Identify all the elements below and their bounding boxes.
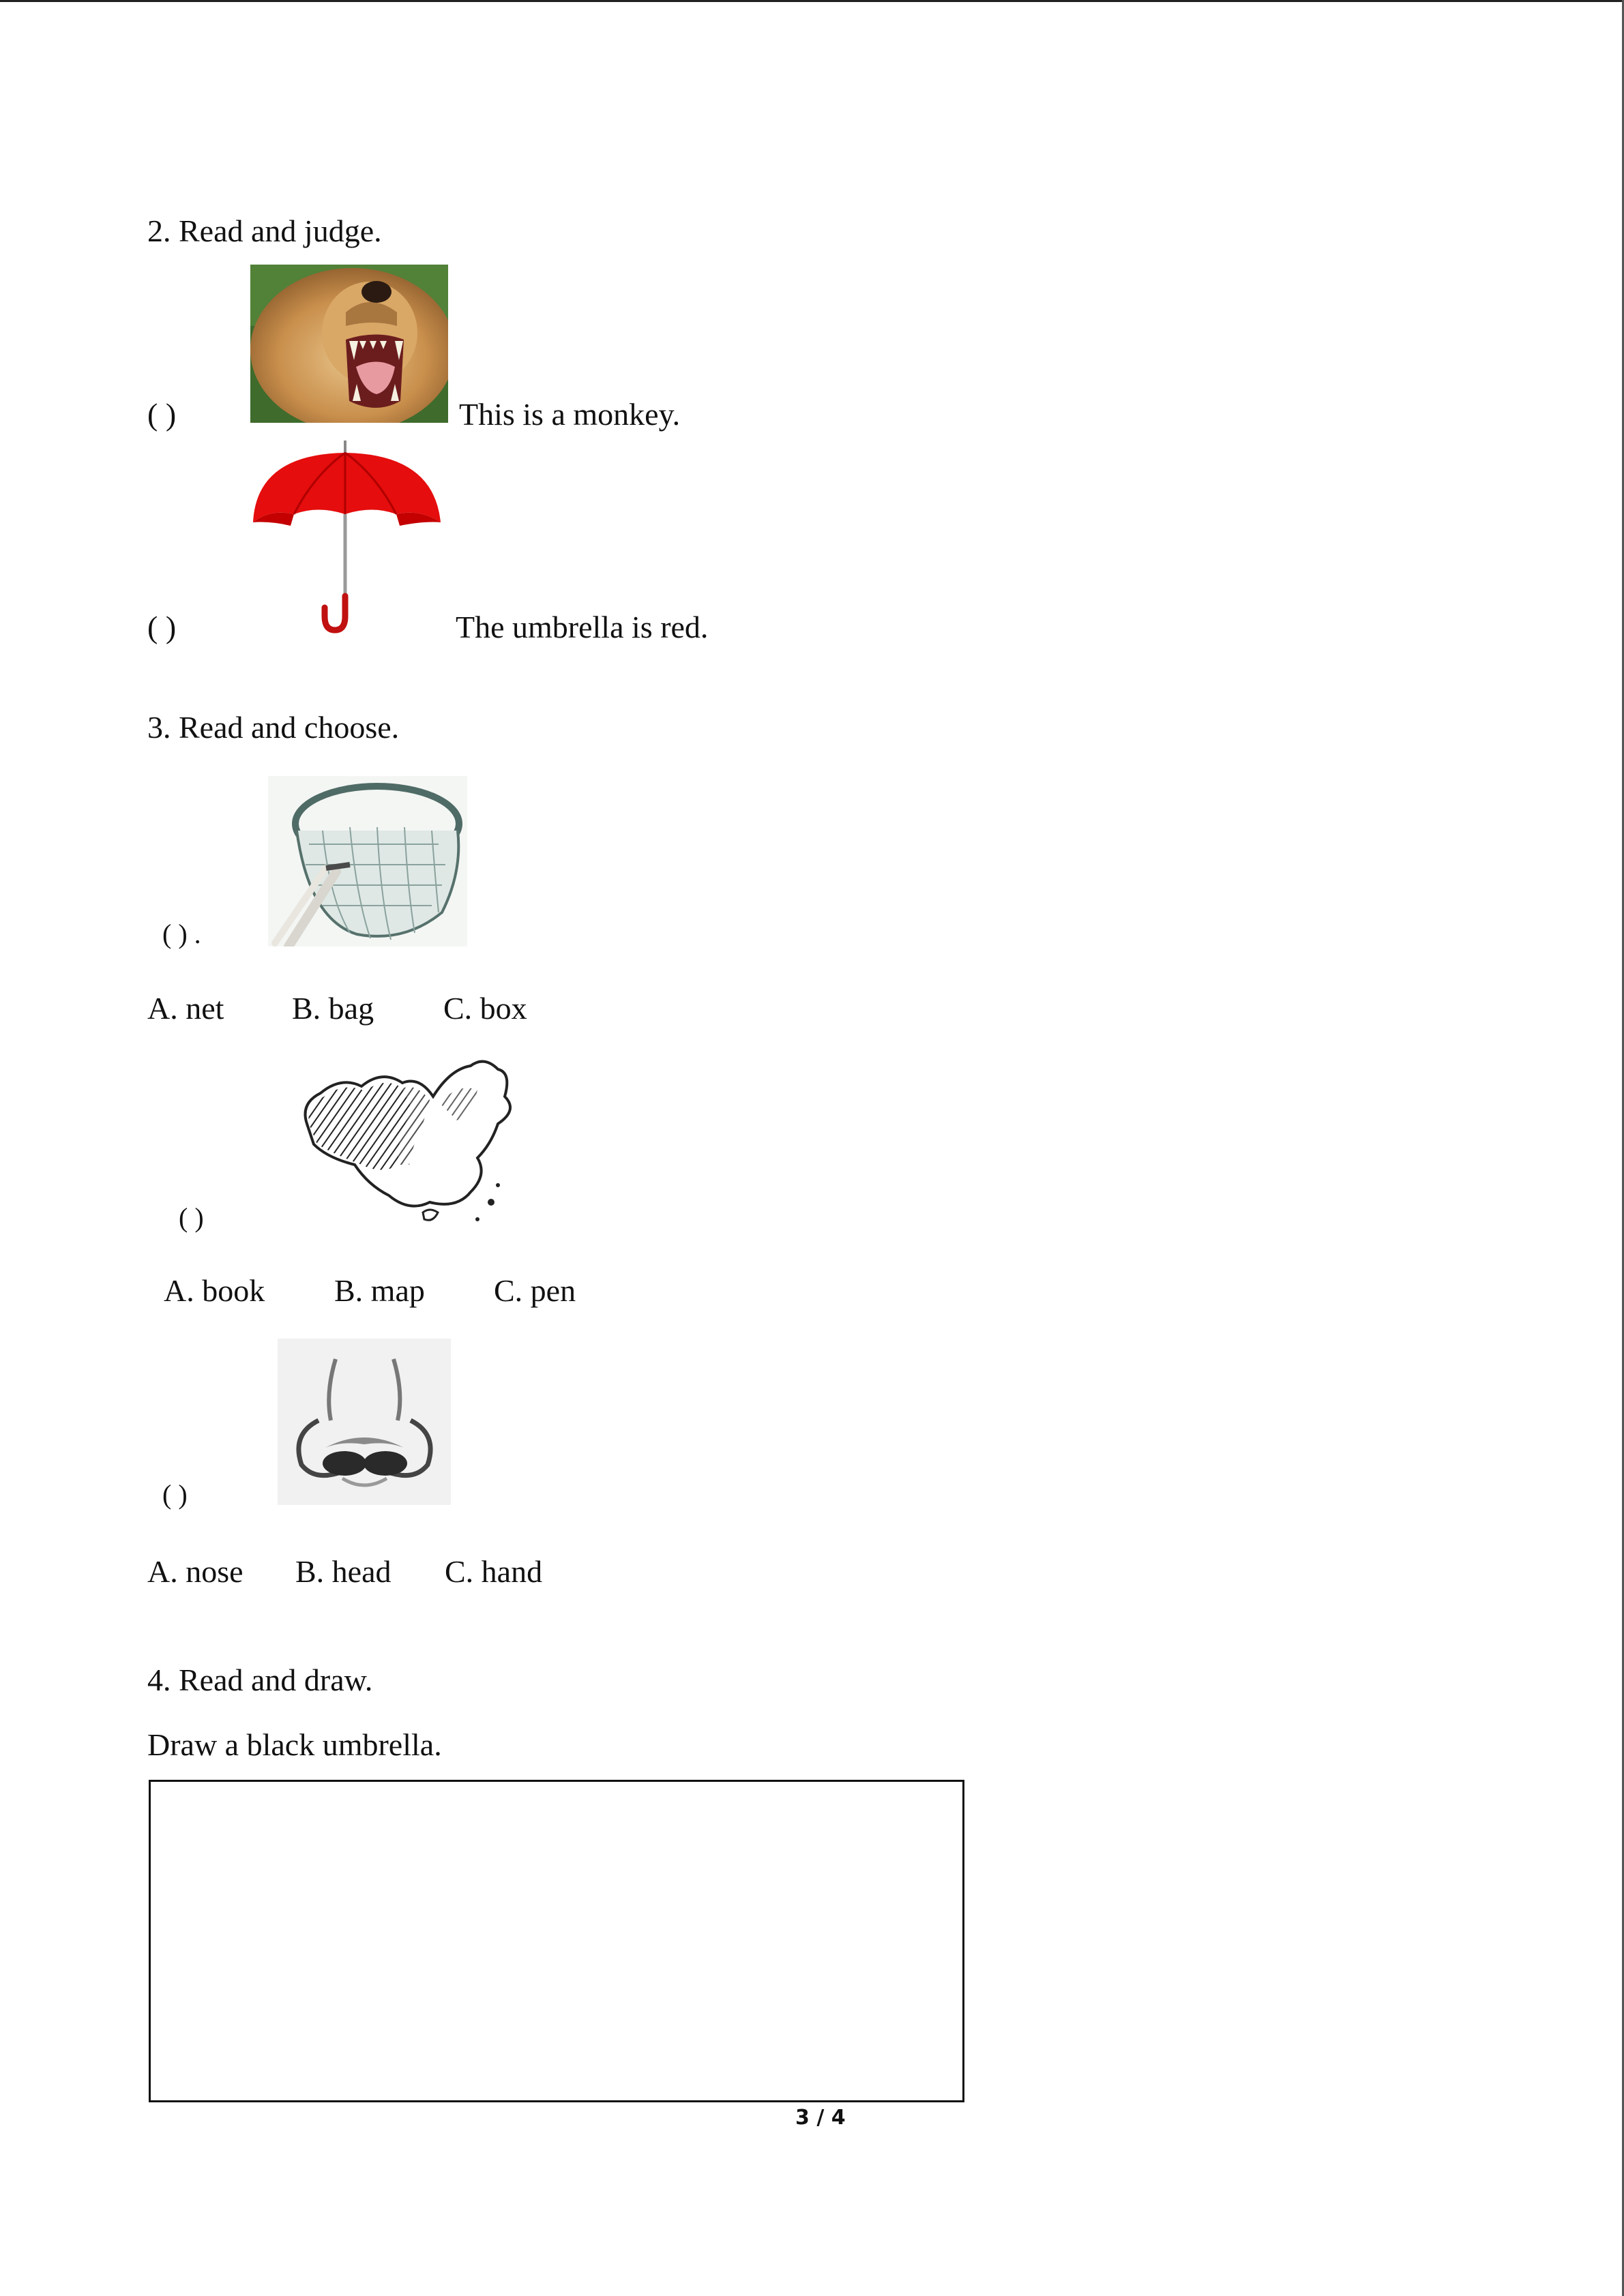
page-number: 3 / 4 xyxy=(795,2106,846,2130)
nose-image xyxy=(278,1339,451,1505)
red-umbrella-image xyxy=(250,441,447,635)
choose-1-answer-blank[interactable]: ( ) . xyxy=(162,919,201,949)
page-border-top xyxy=(0,0,1624,2)
choose-2-option-c[interactable]: C. pen xyxy=(494,1273,576,1308)
choose-2-option-a[interactable]: A. book xyxy=(164,1273,265,1308)
choose-1-option-a[interactable]: A. net xyxy=(147,991,224,1026)
choose-3-option-b[interactable]: B. head xyxy=(295,1554,392,1589)
section-3-title: 3. Read and choose. xyxy=(147,710,400,745)
drawing-area-box[interactable] xyxy=(149,1780,964,2102)
choose-3-option-a[interactable]: A. nose xyxy=(147,1554,243,1589)
choose-1-option-c[interactable]: C. box xyxy=(443,991,527,1026)
judge-2-answer-blank[interactable]: ( ) xyxy=(147,610,177,644)
lion-image xyxy=(250,265,448,423)
choose-3-answer-blank[interactable]: ( ) xyxy=(162,1479,188,1510)
map-image xyxy=(293,1056,518,1230)
judge-1-sentence: This is a monkey. xyxy=(459,397,681,432)
judge-2-sentence: The umbrella is red. xyxy=(456,610,709,644)
choose-1-option-b[interactable]: B. bag xyxy=(292,991,374,1026)
judge-1-answer-blank[interactable]: ( ) xyxy=(147,397,177,432)
draw-instruction: Draw a black umbrella. xyxy=(147,1727,442,1762)
choose-2-answer-blank[interactable]: ( ) xyxy=(179,1202,204,1233)
net-image xyxy=(268,776,467,946)
choose-2-option-b[interactable]: B. map xyxy=(334,1273,425,1308)
section-4-title: 4. Read and draw. xyxy=(147,1663,373,1697)
choose-3-option-c[interactable]: C. hand xyxy=(445,1554,543,1589)
section-2-title: 2. Read and judge. xyxy=(147,213,382,248)
